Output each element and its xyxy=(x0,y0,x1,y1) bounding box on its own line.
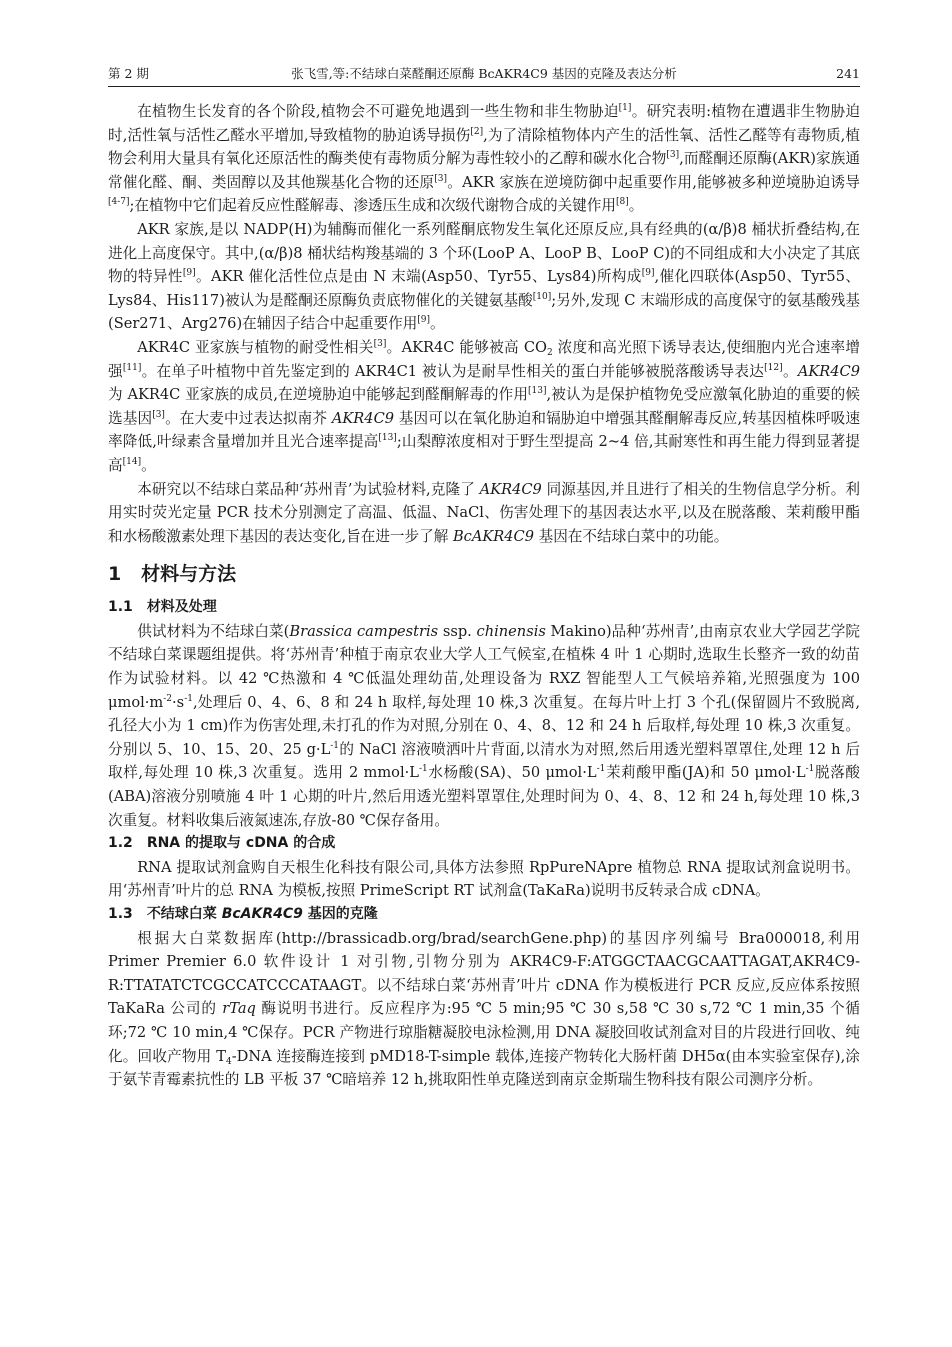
rna-paragraph: RNA 提取试剂盒购自天根生化科技有限公司,具体方法参照 RpPureNApre 植物总 RNA 提取试剂盒说明书。用‘苏州青’叶片的总 RNA 为模板,按照 PrimeScript RT 试剂盒(TaKaRa)说明书反转录合成 cDNA。 xyxy=(108,858,860,900)
citation: [3] xyxy=(152,409,165,420)
citation: [9] xyxy=(641,268,655,279)
intro-paragraph-4: 本研究以不结球白菜品种‘苏州青’为试验材料,克隆了 AKR4C9 同源基因,并且进行了相关的生物信息学分析。利用实时荧光定量 PCR 技术分别测定了高温、低温、NaCl、伤害处理下的基因表达水平,以及在脱落酸、茉莉酸甲酯和水杨酸激素处理下基因的表达变化,旨在进一步了解 BcAKR4C9 基因在不结球白菜中的功能。 xyxy=(108,480,861,545)
issue-label: 第 2 期 xyxy=(108,66,149,81)
gene-name: AKR4C9 xyxy=(331,409,395,427)
subsection-heading: 1.2 RNA 的提取与 cDNA 的合成 xyxy=(108,835,336,852)
citation: [3] xyxy=(666,150,680,161)
intro-paragraph-1: 在植物生长发育的各个阶段,植物会不可避免地遇到一些生物和非生物胁迫[1]。研究表明:植物在遭遇非生物胁迫时,活性氧与活性乙醛水平增加,导致植物的胁迫诱导损伤[2],为了清除植物体内产生的活性氧、活性乙醛等有毒物质,植物会利用大量具有氧化还原活性的酶类使有毒物质分解为毒性较小的乙醇和碳水化合物[3],而醛酮还原酶(AKR)家族通常催化醛、酮、类固醇以及其他羰基化合物的还原[3]。AKR 家族在逆境防御中起重要作用,能够被多种逆境胁迫诱导[4-7];在植物中它们起着反应性醛解毒、渗透压生成和次级代谢物合成的关键作用[8]。 xyxy=(108,103,860,215)
citation: [4-7] xyxy=(108,197,130,208)
citation: [3] xyxy=(373,338,387,349)
intro-paragraph-2: AKR 家族,是以 NADP(H)为辅酶而催化一系列醛酮底物发生氧化还原反应,具有经典的(α/β)8 桶状折叠结构,在进化上高度保守。其中,(α/β)8 桶状结构羧基端的 3 个环(LooP A、LooP B、LooP C)的不同组成和大小决定了其底物的特异性[9]。AKR 催化活性位点是由 N 末端(Asp50、Tyr55、Lys84)所构成[9],催化四联体(Asp50、Tyr55、Lys84、His117)被认为是醛酮还原酶负责底物催化的关键氨基酸[10];另外,发现 C 末端形成的高度保守的氨基酸残基(Ser271、Arg276)在辅因子结合中起重要作用[9]。 xyxy=(108,220,860,333)
article-body xyxy=(108,100,860,1092)
citation: [13] xyxy=(528,386,547,397)
citation: [9] xyxy=(182,268,196,279)
intro-paragraph-3: AKR4C 亚家族与植物的耐受性相关[3]。AKR4C 能够被高 $CO_2$ 浓度和高光照下诱导表达,使细胞内光合速率增强[11]。在单子叶植物中首先鉴定到的 AKR4C1 被认为是耐旱性相关的蛋白并能够被脱落酸诱导表达[12]。AKR4C9 为 AKR4C 亚家族的成员,在逆境胁迫中能够起到醛酮解毒的作用[13],被认为是保护植物免受应激氧化胁迫的重要的候选基因[3]。在大麦中过表达拟南芥 AKR4C9 基因可以在氧化胁迫和镉胁迫中增强其醛酮解毒反应,转基因植株呼吸速率降低,叶绿素含量增加并且光合速率提高[13];山梨醇浓度相对于野生型提高 2~4 倍,其耐寒性和再生能力得到显著提高[14]。 xyxy=(108,338,860,474)
subsection-heading: 1.3 不结球白菜 BcAKR4C9 基因的克隆 xyxy=(108,906,378,922)
enzyme-name: rTaq xyxy=(222,1000,256,1018)
citation: [1] xyxy=(618,103,632,113)
citation: [12] xyxy=(764,362,783,373)
citation: [11] xyxy=(122,362,142,373)
page-number: 241 xyxy=(836,66,860,81)
citation: [8] xyxy=(616,197,629,208)
gene-name: BcAKR4C9 xyxy=(452,527,535,545)
citation: [13] xyxy=(378,433,397,444)
citation: [2] xyxy=(470,126,484,137)
citation: [9] xyxy=(417,315,431,326)
gene-name: AKR4C9 xyxy=(479,480,542,498)
citation: [3] xyxy=(434,173,448,184)
running-header xyxy=(108,62,860,87)
cloning-paragraph: 根据大白菜数据库(http://brassicadb.org/brad/searchGene.php)的基因序列编号 Bra000018,利用 Primer Premier 6.0 软件设计 1 对引物,引物分别为 AKR4C9-F:ATGGCTAACGCAATTAGAT,AKR4C9-R:TTATATCTCGCCATCCCATAAGT。以不结球白菜‘苏州青’叶片 cDNA 作为模板进行 PCR 反应,反应体系按照 TaKaRa 公司的 rTaq 酶说明书进行。反应程序为:95 ℃ 5 min;95 ℃ 30 s,58 ℃ 30 s,72 ℃ 1 min,35 个循环;72 ℃ 10 min,4 ℃保存。PCR 产物进行琼脂糖凝胶电泳检测,用 DNA 凝胶回收试剂盒对目的片段进行回收、纯化。回收产物用 $T_4$-DNA 连接酶连接到 pMD18-T-simple 载体,连接产物转化大肠杆菌 DH5α(由本实验室保存),涂于氨苄青霉素抗性的 LB 平板 37 ℃暗培养 12 h,挑取阳性单克隆送到南京金斯瑞生物科技有限公司测序分析。 xyxy=(108,929,860,1089)
gene-name: AKR4C9 xyxy=(797,362,860,380)
running-title: 张飞雪,等:不结球白菜醛酮还原酶 BcAKR4C9 基因的克隆及表达分析 xyxy=(291,66,677,81)
materials-paragraph: 供试材料为不结球白菜(Brassica campestris ssp. chinensis Makino)品种‘苏州青’,由南京农业大学园艺学院不结球白菜课题组提供。将‘苏州青’种植于南京农业大学人工气候室,在植株 4 叶 1 心期时,选取生长整齐一致的幼苗作为试验材料。以 42 ℃热激和 4 ℃低温处理幼苗,处理设备为 RXZ 智能型人工气候培养箱,光照强度为 100 $\mu mol\cdot m^{-2}\cdot s^{-1}$,处理后 0、4、6、8 和 24 h 取样,每处理 10 株,3 次重复。在每片叶上打 3 个孔(保留圆片不致脱离,孔径大小为 1 cm)作为伤害处理,未打孔的作为对照,分别在 0、4、8、12 和 24 h 后取样,每处理 10 株,3 次重复。分别以 5、10、15、20、25 $g\cdot L^{-1}$的 NaCl 溶液喷洒叶片背面,以清水为对照,然后用透光塑料罩罩住,处理 12 h 后取样,每处理 10 株,3 次重复。选用 2 $mmol\cdot L^{-1}$水杨酸(SA)、50 $\mu mol\cdot L^{-1}$茉莉酸甲酯(JA)和 50 $\mu mol\cdot L^{-1}$脱落酸(ABA)溶液分别喷施 4 叶 1 心期的叶片,然后用透光塑料罩罩住,处理时间为 0、4、8、12 和 24 h,每处理 10 株,3 次重复。材料收集后液氮速冻,存放-80 ℃保存备用。 xyxy=(108,622,861,829)
citation: [10] xyxy=(532,291,552,302)
species-name: chinensis xyxy=(476,622,546,640)
section-heading: 1 材料与方法 xyxy=(108,563,237,586)
species-name: Brassica campestris xyxy=(289,622,439,640)
citation: [14] xyxy=(122,456,142,467)
subsection-heading: 1.1 材料及处理 xyxy=(108,599,217,616)
